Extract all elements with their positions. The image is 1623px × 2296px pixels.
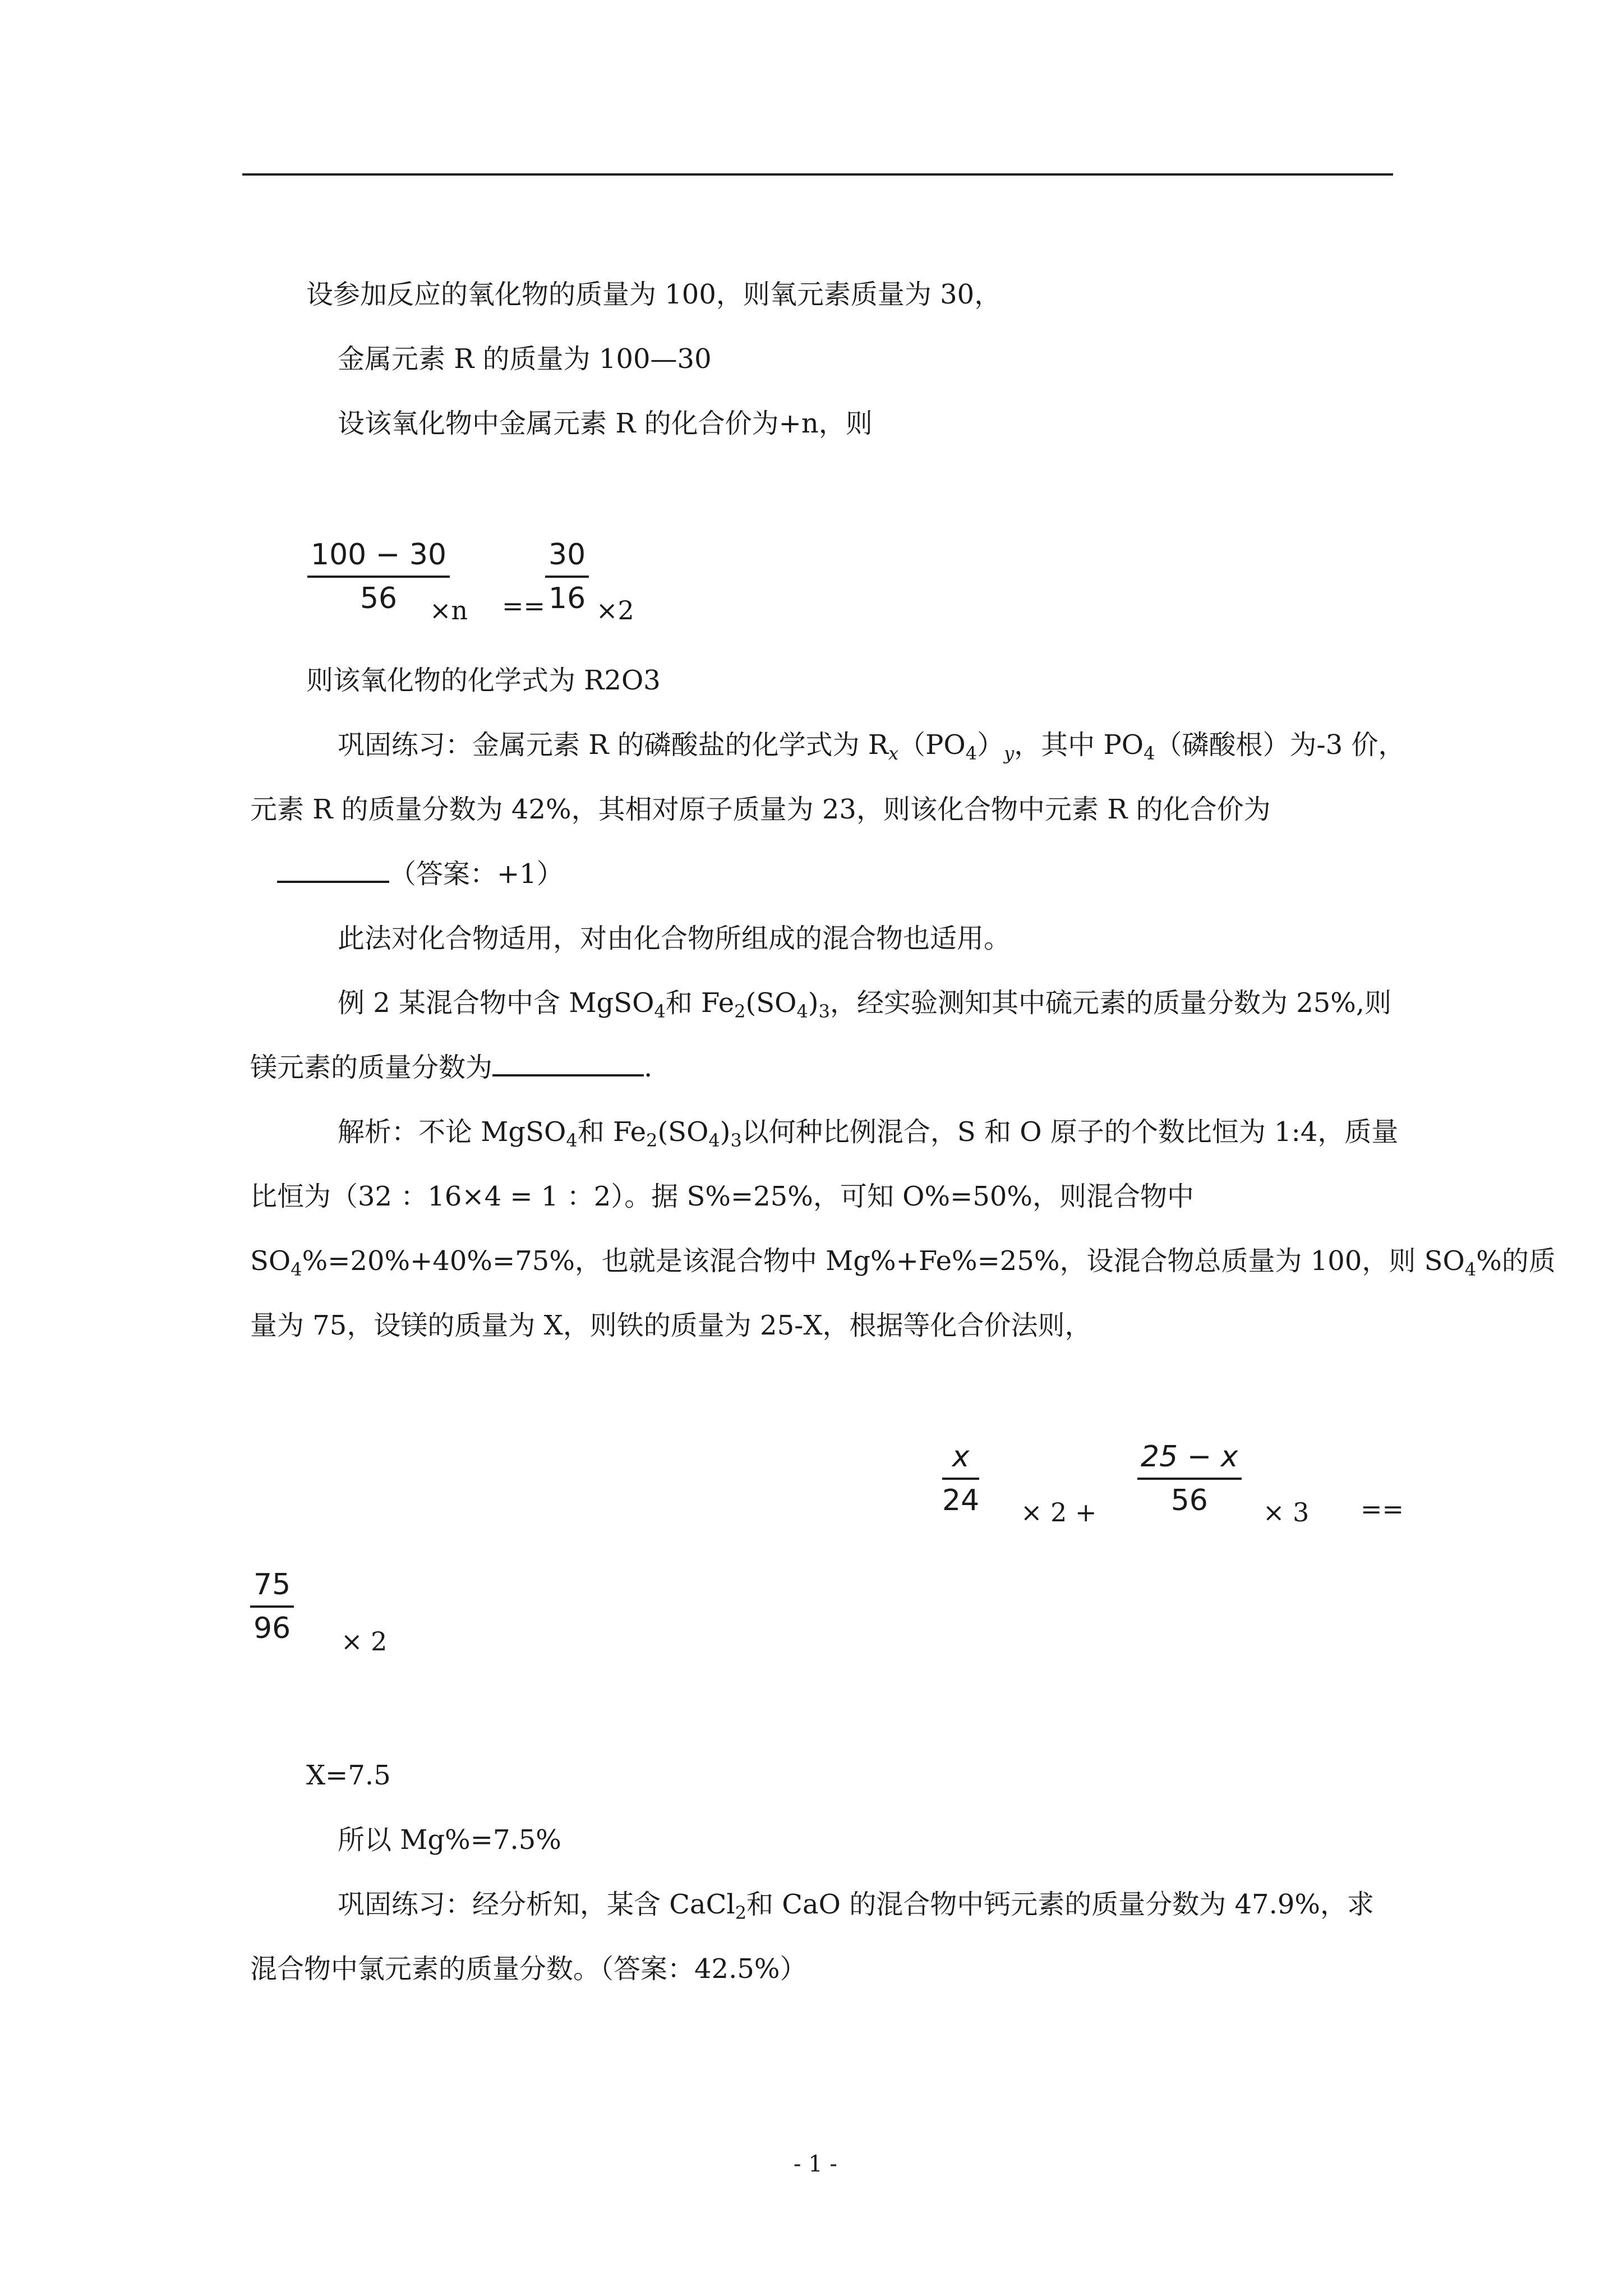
page-number: - 1 -	[794, 2151, 837, 2177]
text-line-1: 设参加反应的氧化物的质量为 100，则氧元素质量为 30，	[306, 279, 1002, 310]
eq1-fraction-1	[307, 539, 450, 615]
eq2-op-3: × 2	[341, 1626, 388, 1657]
result-x: X=7.5	[306, 1760, 391, 1791]
text-line-3: 设该氧化物中金属元素 R 的化合价为+n，则	[338, 408, 873, 439]
result-mg: 所以 Mg%=7.5%	[338, 1824, 561, 1856]
eq2-frac3-denominator: 96	[253, 1612, 291, 1645]
exercise1-answer: （答案：+1）	[389, 858, 564, 890]
exercise1-line-3	[277, 857, 564, 891]
exercise1-line-1: 巩固练习：金属元素 R 的磷酸盐的化学式为 $R_x(PO_4)_y$，其中 $PO_4$（磷酸根）为-3 价，	[338, 729, 1405, 764]
header-rule	[242, 173, 1393, 176]
example2-line-1: 例 2 某混合物中含 MgSO$_4$和 $Fe_2(SO_4)_3$，经实验测知其中硫元素的质量分数为 25%,则	[338, 987, 1392, 1022]
exercise2-line-2: 混合物中氯元素的质量分数。（答案：42.5%）	[250, 1953, 807, 1985]
solution-line-4: 量为 75，设镁的质量为 X，则铁的质量为 25-X，根据等化合价法则，	[250, 1310, 1092, 1341]
text-line-9: 此法对化合物适用，对由化合物所组成的混合物也适用。	[338, 923, 1011, 954]
eq2-fraction-2	[1137, 1441, 1242, 1517]
eq1-frac2-numerator: 30	[548, 538, 586, 572]
eq2-fraction-3	[250, 1568, 294, 1645]
eq2-op-2: × 3	[1263, 1497, 1310, 1527]
solution-line-3: $SO_4\%=20\%+40\%=75\%$，也就是该混合物中 Mg%+Fe%=25%，设混合物总质量为 100，则 $SO_4\%$的质	[250, 1245, 1556, 1280]
solution-line-1: 解析：不论 MgSO$_4$和 $Fe_2(SO_4)_3$以何种比例混合，S 和 O 原子的个数比恒为 1:4，质量	[338, 1116, 1399, 1151]
eq1-frac2-denominator: 16	[548, 582, 586, 615]
answer-blank-1[interactable]	[277, 858, 389, 883]
eq2-frac3-numerator: 75	[253, 1568, 291, 1602]
eq2-op-1: × 2 +	[1021, 1497, 1097, 1527]
eq1-times-n: ×n	[430, 595, 468, 625]
eq2-fraction-1	[942, 1441, 979, 1517]
text-line-4: 则该氧化物的化学式为 R2O3	[306, 665, 661, 696]
eq2-frac2-numerator: 25 − x	[1141, 1440, 1238, 1474]
eq2-frac1-numerator: x	[952, 1440, 970, 1474]
solution-line-2: 比恒为（32 ：16×4 = 1 ：2）。据 S%=25%，可知 O%=50%，则混合物中	[250, 1181, 1195, 1212]
eq2-frac2-denominator: 56	[1170, 1484, 1208, 1517]
answer-blank-2[interactable]	[492, 1052, 644, 1076]
eq1-frac1-numerator: 100 − 30	[311, 538, 447, 572]
eq1-fraction-2	[545, 539, 589, 615]
exercise2-line-1: 巩固练习：经分析知，某含 CaCl$_2$和 CaO 的混合物中钙元素的质量分数为 47.9%，求	[338, 1889, 1375, 1924]
eq2-equal-sign: ==	[1361, 1494, 1404, 1524]
eq2-frac1-denominator: 24	[942, 1484, 980, 1517]
eq1-times-2: ×2	[596, 595, 634, 625]
eq1-equal-sign: ==	[502, 591, 546, 621]
text-line-2: 金属元素 R 的质量为 100—30	[338, 343, 712, 375]
example2-line-2: 镁元素的质量分数为 .	[250, 1052, 653, 1083]
eq1-frac1-denominator: 56	[359, 582, 398, 615]
exercise1-line-2: 元素 R 的质量分数为 42%，其相对原子质量为 23，则该化合物中元素 R 的化合价为	[250, 794, 1271, 825]
